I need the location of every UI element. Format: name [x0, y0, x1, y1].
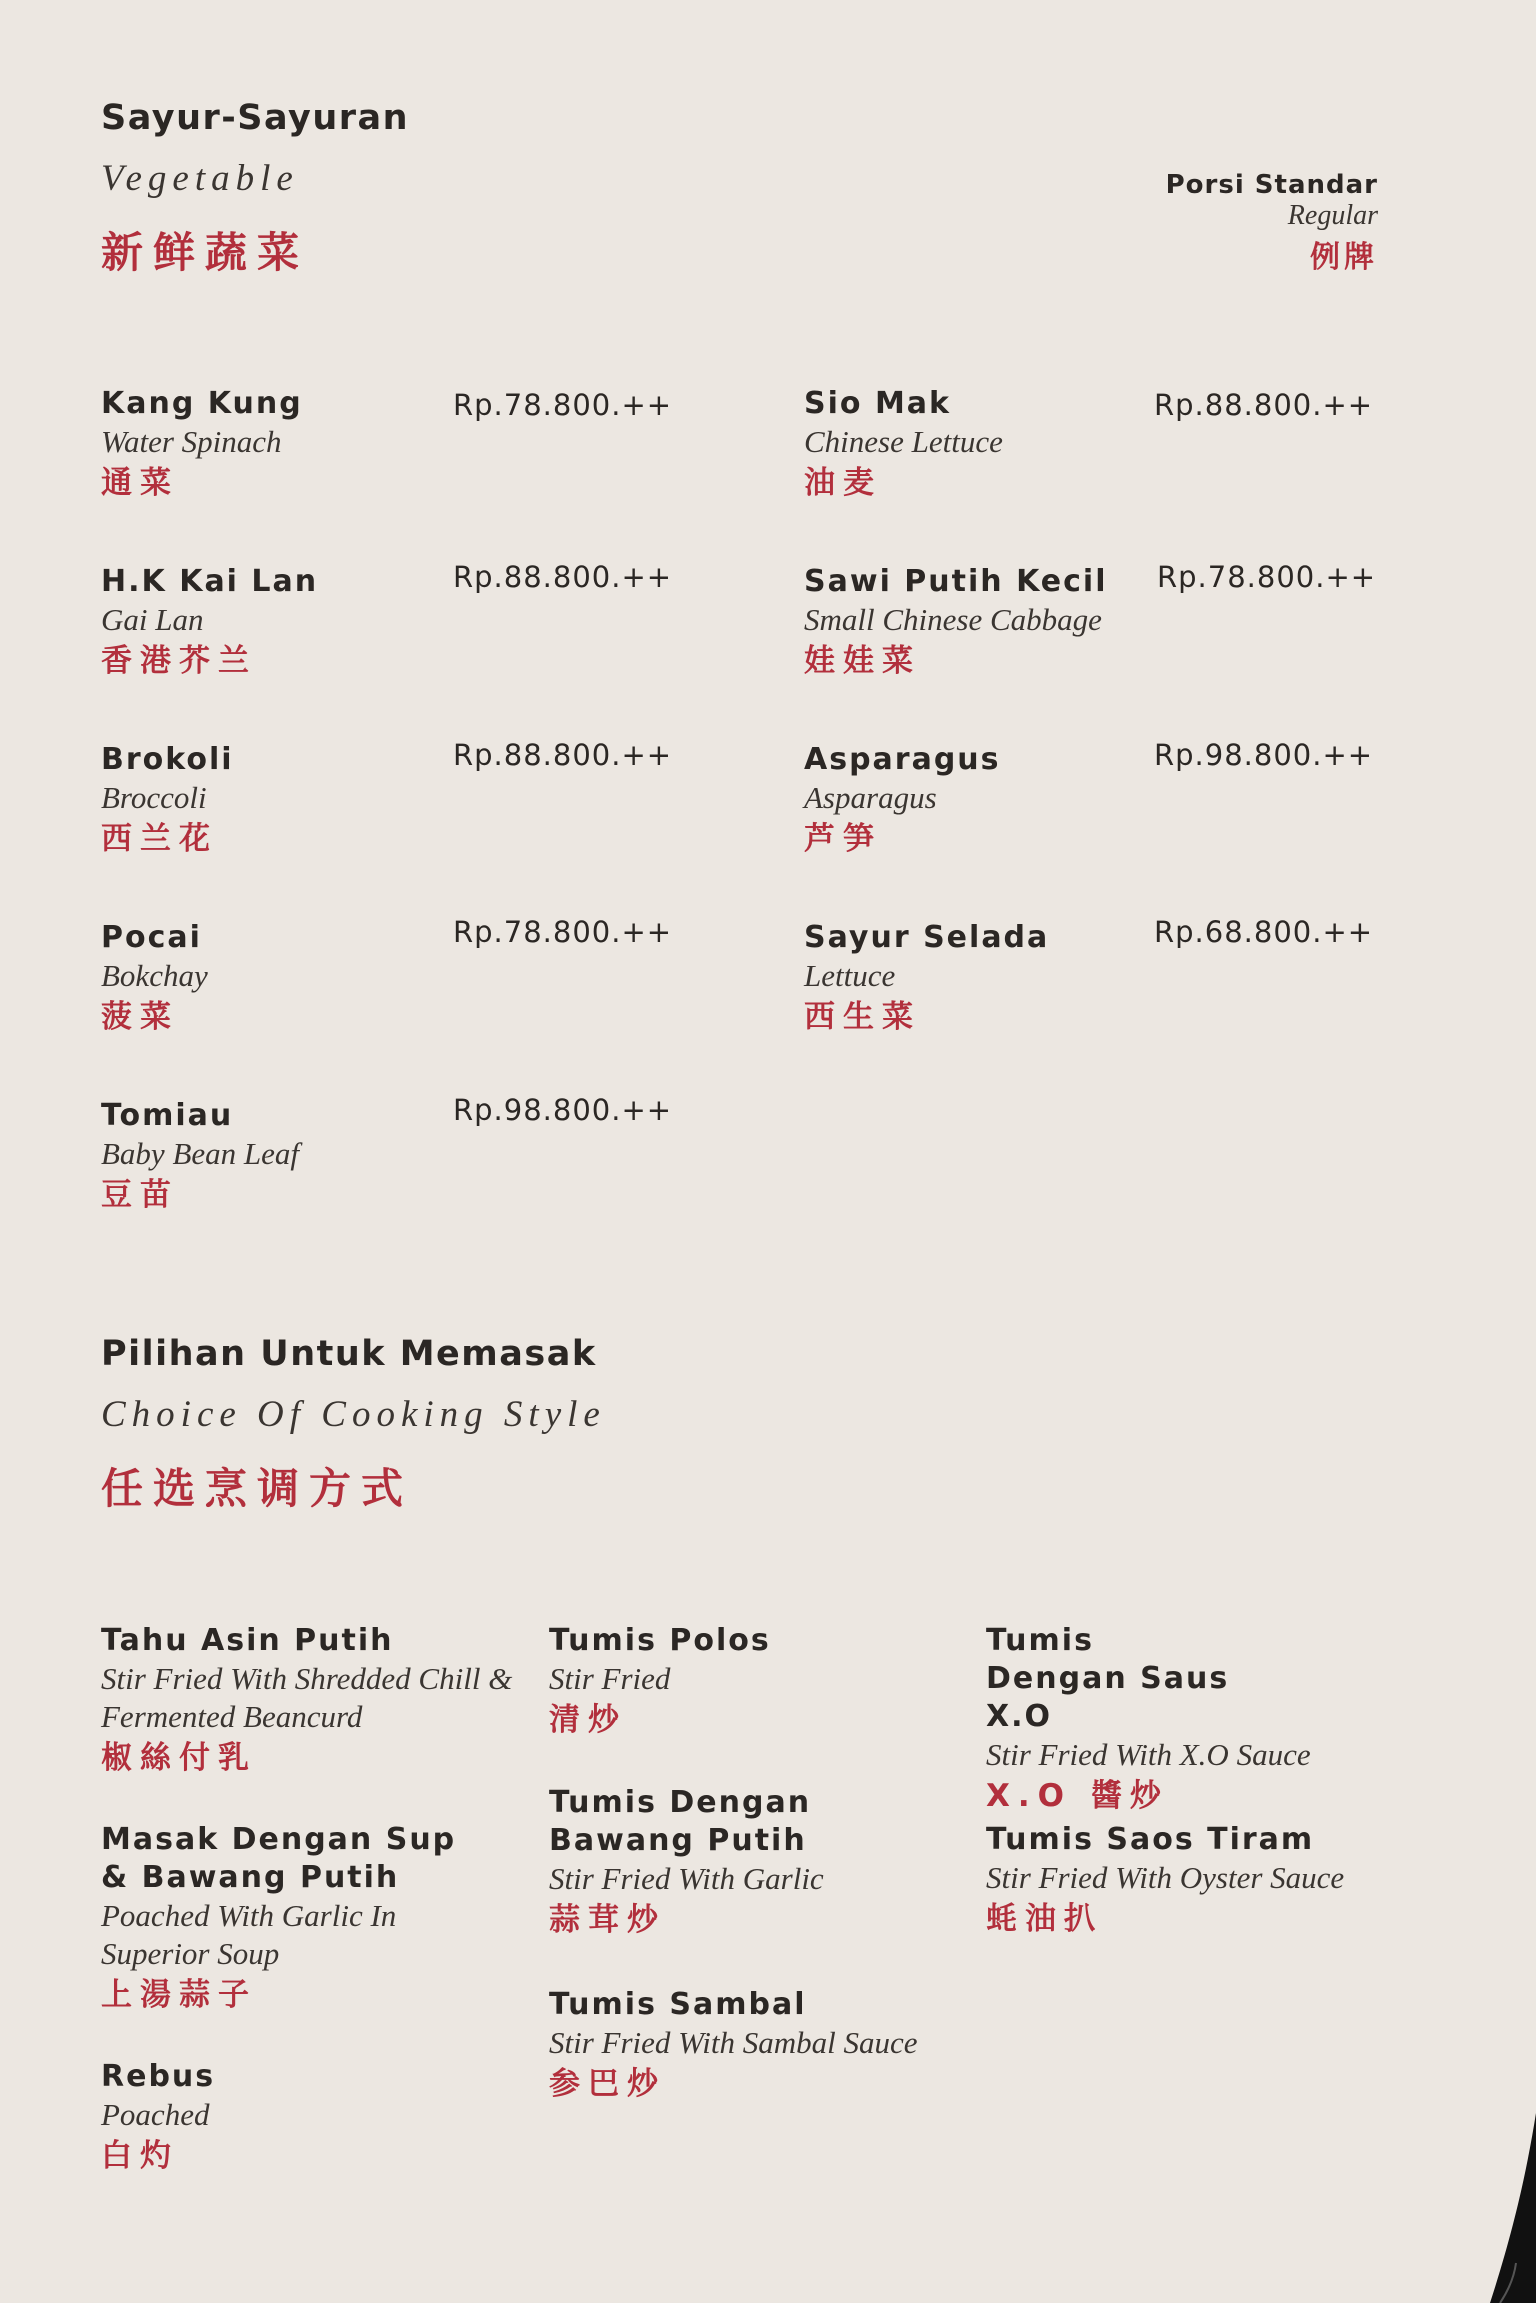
cooking-style-item — [101, 2058, 541, 2178]
cooking-section-title: Pilihan Untuk Memasak — [101, 1334, 597, 1374]
cooking-style-item — [986, 1622, 1311, 1818]
item-name: Tumis Polos — [549, 1623, 771, 1658]
item-chinese: 参巴炒 — [549, 2066, 666, 2102]
item-english: Bokchay — [101, 958, 208, 993]
portion-label-en: Regular — [1287, 200, 1378, 231]
item-chinese: 上湯蒜子 — [101, 1977, 257, 2013]
item-name: Asparagus — [804, 742, 1001, 777]
item-price: Rp.88.800.++ — [453, 560, 673, 594]
item-chinese: 西兰花 — [101, 821, 218, 857]
item-chinese: 西生菜 — [804, 999, 921, 1035]
menu-item — [804, 563, 1107, 683]
item-english: Baby Bean Leaf — [101, 1136, 300, 1171]
vegetable-section-chinese: 新鲜蔬菜 — [101, 228, 310, 277]
item-english: Poached With Garlic In Superior Soup — [101, 1898, 397, 1971]
item-english: Broccoli — [101, 780, 207, 815]
item-price: Rp.68.800.++ — [1154, 915, 1374, 949]
item-name: Tumis Saos Tiram — [986, 1822, 1315, 1857]
item-chinese: 蚝油扒 — [986, 1901, 1103, 1937]
item-english: Stir Fried With Sambal Sauce — [549, 2025, 918, 2060]
item-chinese: 香港芥兰 — [101, 643, 257, 679]
item-english: Water Spinach — [101, 424, 282, 459]
item-name: Tumis Dengan Saus X.O — [986, 1623, 1230, 1734]
item-english: Small Chinese Cabbage — [804, 602, 1102, 637]
item-english: Stir Fried — [549, 1661, 671, 1696]
cooking-style-item — [101, 1821, 481, 2017]
item-name: Masak Dengan Sup & Bawang Putih — [101, 1822, 457, 1895]
item-chinese: 油麦 — [804, 465, 882, 501]
cooking-section-subtitle: Choice Of Cooking Style — [101, 1394, 606, 1435]
item-english: Lettuce — [804, 958, 896, 993]
portion-label-cn: 例牌 — [1310, 240, 1378, 275]
item-price: Rp.98.800.++ — [453, 1093, 673, 1127]
cooking-section-chinese: 任选烹调方式 — [101, 1464, 414, 1513]
vegetable-section-title: Sayur-Sayuran — [101, 98, 410, 138]
menu-item — [804, 741, 1001, 861]
cooking-style-item — [549, 1622, 989, 1742]
item-name: Tumis Sambal — [549, 1987, 807, 2022]
cooking-style-item — [101, 1622, 521, 1780]
item-name: Sawi Putih Kecil — [804, 564, 1108, 599]
item-english: Stir Fried With Garlic — [549, 1861, 824, 1896]
item-chinese: 豆苗 — [101, 1177, 179, 1213]
menu-item — [101, 563, 318, 683]
item-english: Stir Fried With Shredded Chill & Fermented Beancurd — [101, 1661, 513, 1734]
item-chinese: 蒜茸炒 — [549, 1902, 666, 1938]
menu-item — [101, 385, 303, 505]
item-name: Tumis Dengan Bawang Putih — [549, 1785, 812, 1858]
menu-item — [101, 1097, 299, 1217]
item-name: Rebus — [101, 2059, 216, 2094]
item-chinese: 芦笋 — [804, 821, 882, 857]
item-english: Stir Fried With X.O Sauce — [986, 1737, 1311, 1772]
item-english: Gai Lan — [101, 602, 204, 637]
item-chinese: 娃娃菜 — [804, 643, 921, 679]
item-name: Brokoli — [101, 742, 234, 777]
menu-item — [804, 385, 1003, 505]
item-chinese: 清炒 — [549, 1702, 627, 1738]
menu-item — [101, 919, 208, 1039]
item-chinese: X.O 醬炒 — [986, 1778, 1169, 1814]
ink-brush-stroke — [1456, 2113, 1536, 2303]
item-name: Pocai — [101, 920, 202, 955]
item-english: Stir Fried With Oyster Sauce — [986, 1860, 1345, 1895]
item-name: Sio Mak — [804, 386, 951, 421]
item-name: Sayur Selada — [804, 920, 1050, 955]
item-price: Rp.78.800.++ — [453, 388, 673, 422]
vegetable-section-subtitle: Vegetable — [101, 158, 299, 199]
item-chinese: 椒絲付乳 — [101, 1740, 257, 1776]
item-name: Tahu Asin Putih — [101, 1623, 394, 1658]
item-chinese: 白灼 — [101, 2138, 179, 2174]
item-name: H.K Kai Lan — [101, 564, 319, 599]
cooking-style-item — [549, 1986, 989, 2106]
item-name: Tomiau — [101, 1098, 234, 1133]
item-price: Rp.78.800.++ — [453, 915, 673, 949]
item-price: Rp.98.800.++ — [1154, 738, 1374, 772]
portion-label-id: Porsi Standar — [1165, 170, 1378, 200]
portion-label — [1166, 170, 1378, 276]
item-price: Rp.88.800.++ — [453, 738, 673, 772]
item-price: Rp.78.800.++ — [1157, 560, 1377, 594]
item-price: Rp.88.800.++ — [1154, 388, 1374, 422]
item-chinese: 通菜 — [101, 465, 179, 501]
menu-item — [804, 919, 1049, 1039]
cooking-style-item — [986, 1821, 1426, 1941]
item-chinese: 菠菜 — [101, 999, 179, 1035]
item-english: Asparagus — [804, 780, 937, 815]
item-english: Chinese Lettuce — [804, 424, 1003, 459]
item-name: Kang Kung — [101, 386, 303, 421]
item-english: Poached — [101, 2097, 210, 2132]
cooking-style-item — [549, 1784, 849, 1942]
menu-item — [101, 741, 234, 861]
